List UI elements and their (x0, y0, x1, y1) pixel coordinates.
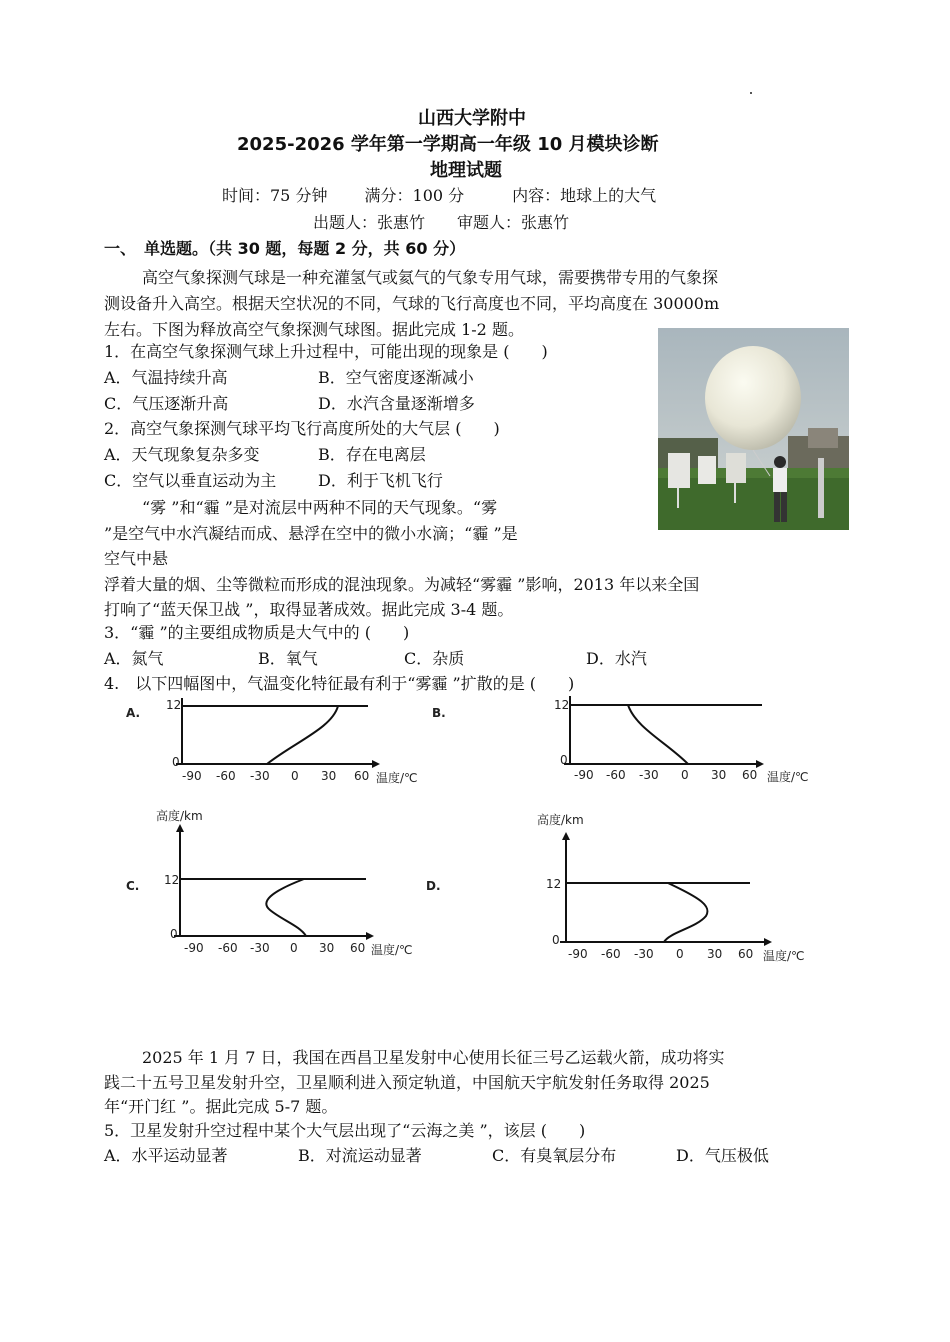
q4-stem: 4. 以下四幅图中，气温变化特征最有利于“雾霾 ”扩散的是 ( ) (104, 674, 575, 693)
graph-b-xtick: -30 (639, 768, 659, 782)
q5-option-c[interactable]: C．有臭氧层分布 (492, 1146, 617, 1165)
graph-c-ytick-12: 12 (164, 873, 180, 887)
passage3-line2: 践二十五号卫星发射升空，卫星顺利进入预定轨道，中国航天宇航发射任务取得 2025 (104, 1073, 710, 1092)
q5-option-a[interactable]: A．水平运动显著 (104, 1146, 228, 1165)
graph-c-x-arrow (366, 932, 374, 940)
graph-a-x-arrow (372, 760, 380, 768)
graph-a-xlabel: 温度/℃ (376, 771, 418, 785)
passage1-line3: 左右。下图为释放高空气象探测气球图。据此完成 1-2 题。 (104, 320, 524, 339)
graph-b[interactable] (426, 690, 826, 794)
q2-option-a[interactable]: A．天气现象复杂多变 (104, 445, 260, 464)
exam-title: 2025-2026 学年第一学期高一年级 10 月模块诊断 (237, 134, 659, 155)
q5-option-b[interactable]: B．对流运动显著 (298, 1146, 422, 1165)
graph-c-xlabel: 温度/℃ (371, 943, 413, 957)
graph-a[interactable] (120, 692, 440, 796)
exam-authors: 出题人：张惠竹 审题人：张惠竹 (313, 213, 570, 232)
graph-c-ylabel: 高度/km (156, 809, 203, 823)
graph-d-ytick-0: 0 (552, 933, 560, 947)
passage3-line3: 年“开门红 ”。据此完成 5-7 题。 (104, 1097, 338, 1116)
graph-b-xtick: 60 (742, 768, 758, 782)
graph-d-y-arrow (562, 832, 570, 840)
graph-d-xtick: -60 (601, 947, 621, 961)
graph-d-xlabel: 温度/℃ (763, 949, 805, 963)
graph-d[interactable] (420, 810, 820, 974)
graph-c[interactable] (120, 806, 440, 970)
graph-b-xlabel: 温度/℃ (767, 770, 809, 784)
q5-option-d[interactable]: D．气压极低 (676, 1146, 769, 1165)
graph-a-ytick-0: 0 (172, 755, 180, 769)
passage2-line2: ”是空气中水汽凝结而成、悬浮在空中的微小水滴；“霾 ”是 (104, 524, 518, 543)
passage1-line2: 测设备升入高空。根据天空状况的不同，气球的飞行高度也不同，平均高度在 30000m (104, 294, 720, 313)
passage2-line3: 空气中悬 (104, 549, 169, 568)
passage1-line1: 高空气象探测气球是一种充灌氢气或氦气的气象专用气球，需要携带专用的气象探 (142, 268, 719, 287)
passage2-line5: 打响了“蓝天保卫战 ”，取得显著成效。据此完成 3-4 题。 (104, 600, 514, 619)
graph-d-curve (664, 883, 707, 942)
graph-b-xtick: 30 (711, 768, 727, 782)
graph-a-xtick: 30 (321, 769, 337, 783)
subject-title: 地理试题 (430, 160, 502, 181)
q2-option-b[interactable]: B．存在电离层 (318, 445, 426, 464)
graph-c-xtick: 0 (290, 941, 298, 955)
graph-b-xtick: 0 (681, 768, 689, 782)
graph-d-label: D. (426, 879, 441, 893)
q1-option-c[interactable]: C．气压逐渐升高 (104, 394, 229, 413)
graph-b-x-arrow (756, 760, 764, 768)
graph-c-xtick: -60 (218, 941, 238, 955)
graph-c-label: C. (126, 879, 140, 893)
q3-option-a[interactable]: A．氮气 (104, 649, 164, 668)
graph-a-label: A. (126, 706, 141, 720)
graph-a-xtick: -30 (250, 769, 270, 783)
q2-option-c[interactable]: C．空气以垂直运动为主 (104, 471, 277, 490)
graph-b-label: B. (432, 706, 446, 720)
graph-a-xtick: -90 (182, 769, 202, 783)
graph-c-xtick: -30 (250, 941, 270, 955)
graph-c-xtick: 60 (350, 941, 366, 955)
graph-d-xtick: 0 (676, 947, 684, 961)
exam-info: 时间：75 分钟 满分：100 分 内容：地球上的大气 (222, 186, 657, 205)
graph-d-xtick: 60 (738, 947, 754, 961)
q3-option-b[interactable]: B．氧气 (258, 649, 318, 668)
school-name: 山西大学附中 (418, 108, 526, 129)
speck (750, 92, 752, 94)
graph-b-curve (628, 705, 688, 764)
graph-d-xtick: 30 (707, 947, 723, 961)
graph-a-xtick: 0 (291, 769, 299, 783)
graph-d-xtick: -30 (634, 947, 654, 961)
q1-option-d[interactable]: D．水汽含量逐渐增多 (318, 394, 475, 413)
graph-b-ytick-12: 12 (554, 698, 570, 712)
q3-stem: 3．“霾 ”的主要组成物质是大气中的 ( ) (104, 623, 410, 642)
graph-c-y-arrow (176, 824, 184, 832)
graph-c-curve (266, 879, 306, 936)
section-title: 一、 单选题。（共 30 题，每题 2 分，共 60 分） (104, 239, 466, 258)
graph-a-xtick: -60 (216, 769, 236, 783)
q1-stem: 1．在高空气象探测气球上升过程中，可能出现的现象是 ( ) (104, 342, 548, 361)
passage2-line4: 浮着大量的烟、尘等微粒而形成的混浊现象。为减轻“雾霾 ”影响，2013 年以来全国 (104, 575, 700, 594)
graph-d-xtick: -90 (568, 947, 588, 961)
graph-b-ytick-0: 0 (560, 753, 568, 767)
q3-option-c[interactable]: C．杂质 (404, 649, 465, 668)
q1-option-b[interactable]: B．空气密度逐渐减小 (318, 368, 474, 387)
q5-stem: 5．卫星发射升空过程中某个大气层出现了“云海之美 ”，该层 ( ) (104, 1121, 586, 1140)
graph-a-curve (267, 706, 338, 764)
graph-a-ytick-12: 12 (166, 698, 182, 712)
q2-option-d[interactable]: D．利于飞机飞行 (318, 471, 443, 490)
graph-d-ytick-12: 12 (546, 877, 562, 891)
passage2-line1: “雾 ”和“霾 ”是对流层中两种不同的天气现象。“雾 (142, 498, 498, 517)
graph-a-xtick: 60 (354, 769, 370, 783)
graph-b-xtick: -60 (606, 768, 626, 782)
weather-balloon-photo (658, 328, 849, 530)
q2-stem: 2．高空气象探测气球平均飞行高度所处的大气层 ( ) (104, 419, 500, 438)
graph-c-xtick: 30 (319, 941, 335, 955)
graph-b-xtick: -90 (574, 768, 594, 782)
graph-d-ylabel: 高度/km (537, 813, 584, 827)
graph-d-x-arrow (764, 938, 772, 946)
passage3-line1: 2025 年 1 月 7 日，我国在西昌卫星发射中心使用长征三号乙运载火箭，成功将实 (142, 1048, 725, 1067)
graph-c-ytick-0: 0 (170, 927, 178, 941)
q1-option-a[interactable]: A．气温持续升高 (104, 368, 228, 387)
graph-c-xtick: -90 (184, 941, 204, 955)
q3-option-d[interactable]: D．水汽 (586, 649, 647, 668)
